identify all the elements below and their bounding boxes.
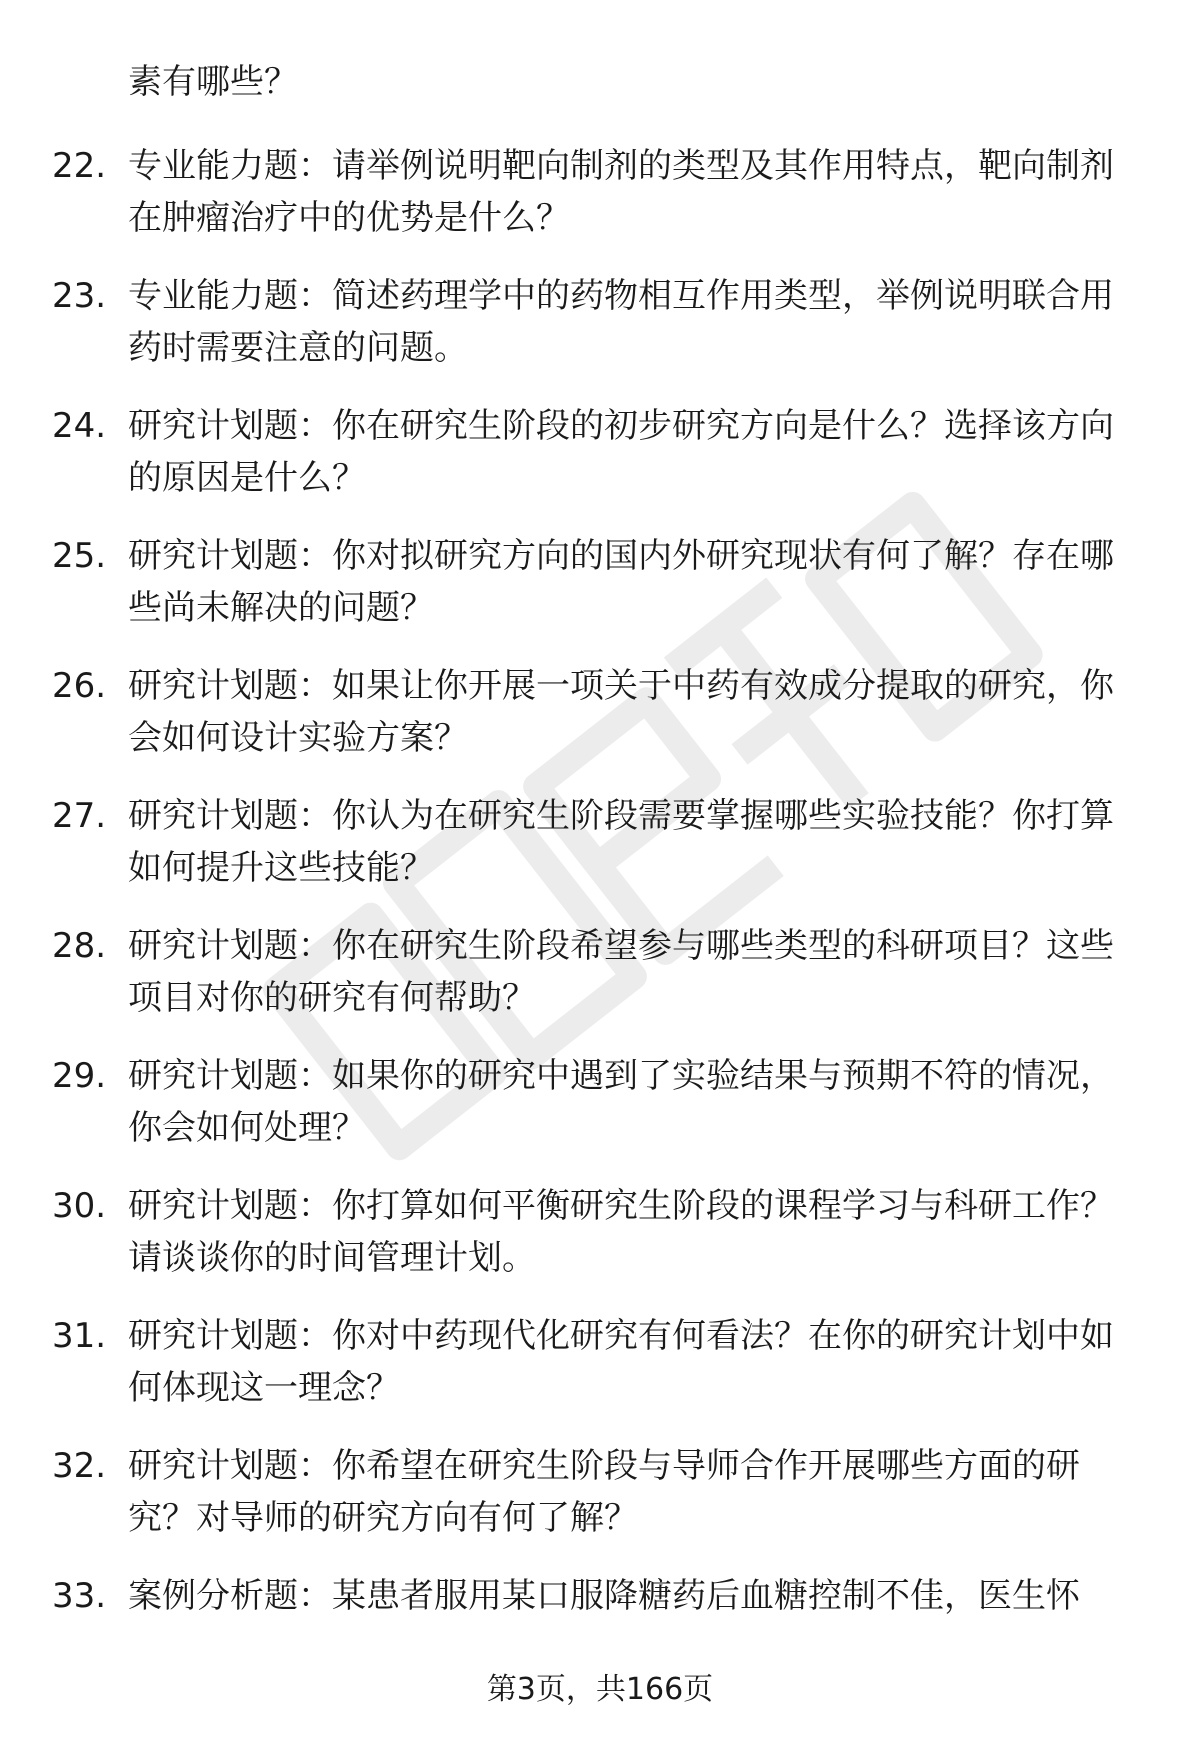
question-item: [0, 1050, 1200, 1180]
question-number: 23.: [52, 276, 107, 316]
page-footer: 第3页，共166页: [486, 1672, 714, 1707]
question-item: [0, 1180, 1200, 1310]
question-item: [0, 1310, 1200, 1440]
question-number: 24.: [52, 406, 107, 446]
question-item: [0, 790, 1200, 920]
question-number: 27.: [52, 796, 107, 836]
question-number: 32.: [52, 1446, 107, 1486]
question-item: [0, 140, 1200, 270]
question-text: 专业能力题：简述药理学中的药物相互作用类型，举例说明联合用药时需要注意的问题。: [128, 276, 1114, 368]
question-number: 26.: [52, 666, 107, 706]
question-text: 研究计划题：如果你的研究中遇到了实验结果与预期不符的情况，你会如何处理？: [128, 1056, 1114, 1148]
question-item: [0, 530, 1200, 660]
question-number: 31.: [52, 1316, 107, 1356]
question-number: 25.: [52, 536, 107, 576]
question-list: [0, 140, 1200, 1700]
question-item: [0, 920, 1200, 1050]
question-number: 29.: [52, 1056, 107, 1096]
question-number: 22.: [52, 146, 107, 186]
question-text: 研究计划题：你打算如何平衡研究生阶段的课程学习与科研工作？请谈谈你的时间管理计划。: [128, 1186, 1114, 1278]
question-number: 30.: [52, 1186, 107, 1226]
question-text: 研究计划题：你在研究生阶段的初步研究方向是什么？选择该方向的原因是什么？: [128, 406, 1114, 498]
question-item: [0, 400, 1200, 530]
question-text: 案例分析题：某患者服用某口服降糖药后血糖控制不佳，医生怀: [128, 1576, 1080, 1616]
question-text: 专业能力题：请举例说明靶向制剂的类型及其作用特点，靶向制剂在肿瘤治疗中的优势是什么？: [128, 146, 1114, 238]
question-text: 研究计划题：你认为在研究生阶段需要掌握哪些实验技能？你打算如何提升这些技能？: [128, 796, 1114, 888]
question-item: [0, 660, 1200, 790]
question-number: 28.: [52, 926, 107, 966]
question-text: 研究计划题：你对拟研究方向的国内外研究现状有何了解？存在哪些尚未解决的问题？: [128, 536, 1114, 628]
question-text: 研究计划题：你在研究生阶段希望参与哪些类型的科研项目？这些项目对你的研究有何帮助？: [128, 926, 1114, 1018]
question-number: 33.: [52, 1576, 107, 1616]
question-text: 研究计划题：你希望在研究生阶段与导师合作开展哪些方面的研究？对导师的研究方向有何了解？: [128, 1446, 1080, 1538]
question-item: [0, 270, 1200, 400]
question-text: 研究计划题：你对中药现代化研究有何看法？在你的研究计划中如何体现这一理念？: [128, 1316, 1114, 1408]
continuation-text: 素有哪些？: [128, 62, 298, 102]
question-item: [0, 1440, 1200, 1570]
question-text: 研究计划题：如果让你开展一项关于中药有效成分提取的研究，你会如何设计实验方案？: [128, 666, 1114, 758]
